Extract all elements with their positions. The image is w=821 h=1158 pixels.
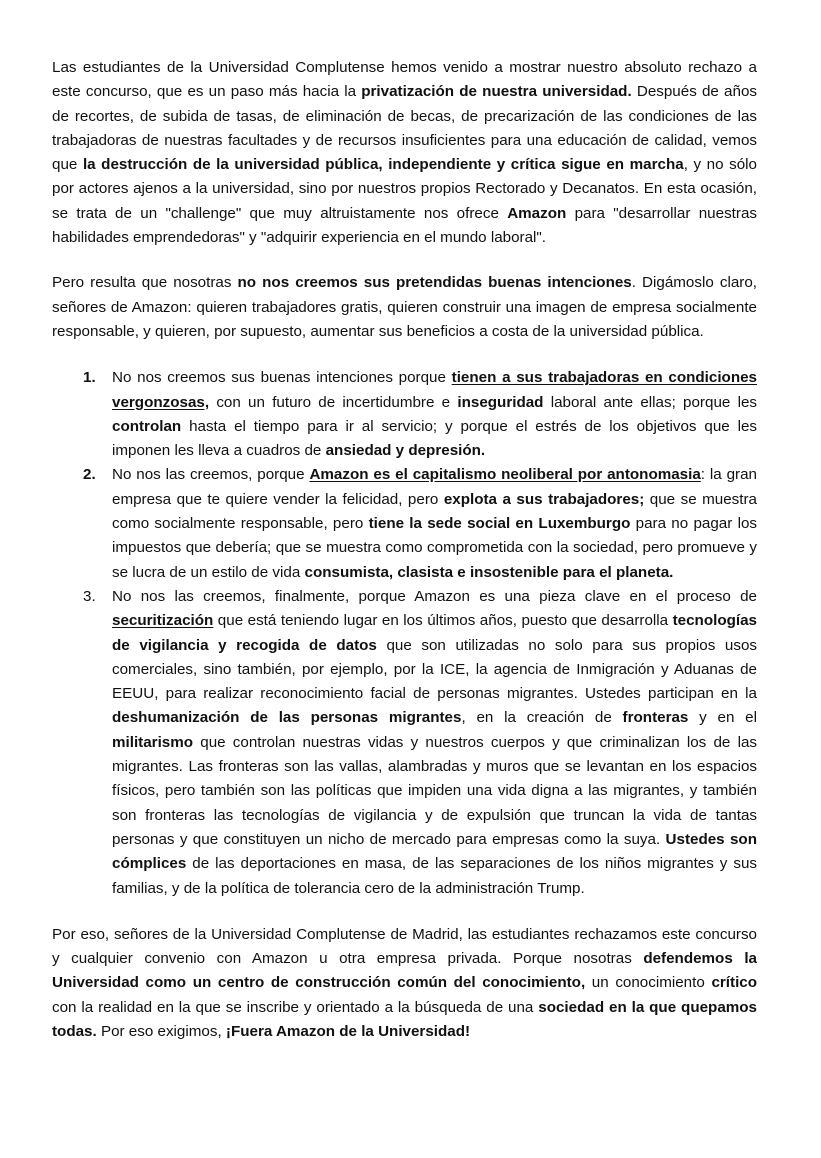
second-paragraph bbox=[52, 271, 757, 344]
numbered-list bbox=[52, 366, 757, 901]
text-run: Las estudiantes de la Universidad Complutense hemos venido a mostrar nuestro absoluto rechazo a este concurso, que es un paso más hacia la bbox=[52, 59, 757, 101]
emphasis-bold: no nos creemos sus pretendidas buenas intenciones bbox=[237, 274, 632, 292]
emphasis-bold: controlan bbox=[112, 417, 182, 435]
text-run: para no pagar los impuestos que debería; que se muestra como comprometida con la sociedad, pero promueve y se lucra de un estilo de vida bbox=[112, 515, 757, 581]
text-run: No nos creemos sus buenas intenciones porque bbox=[112, 369, 452, 387]
text-run: , y no sólo por actores ajenos a la universidad, sino por nuestros propios Rectorado y Decanatos. En esta ocasión, se trata de un "challenge" que muy altruistamente nos ofrece bbox=[52, 156, 758, 222]
text-run: , en la creación de bbox=[461, 709, 623, 727]
text-run: que controlan nuestras vidas y nuestros cuerpos y que criminalizan los de las migrantes. Las fronteras son las vallas, alambradas y muros que se levantan en los espacios físicos, pero también son las políticas que impiden una vida digna a las migrantes, y también son fronteras las tecnologías de vigilancia y de expulsión que truncan la vida de tantas personas y que constituyen un nicho de mercado para empresas como la suya. bbox=[112, 733, 757, 848]
emphasis-bold: explota a sus trabajadores; bbox=[443, 490, 645, 508]
emphasis-bold: crítico bbox=[711, 974, 758, 992]
text-run: para "desarrollar nuestras habilidades emprendedoras" y "adquirir experiencia en el mundo laboral". bbox=[52, 204, 757, 247]
list-item-text bbox=[112, 466, 757, 580]
emphasis-bold: tiene la sede social en Luxemburgo bbox=[368, 515, 631, 533]
list-item-text bbox=[112, 369, 757, 459]
text-run: de las deportaciones en masa, de las separaciones de los niños migrantes y sus familias, y de la política de tolerancia cero de la administración Trump. bbox=[112, 855, 757, 897]
text-run: con un futuro de incertidumbre e bbox=[209, 393, 458, 411]
text-run: que son utilizadas no solo para sus propios usos comerciales, sino también, por ejemplo, por la ICE, la agencia de Inmigración y Aduanas de EEUU, para realizar reconocimiento facial de personas migrantes. Ustedes participan en la bbox=[112, 636, 757, 703]
emphasis-bold: tecnologías de vigilancia y recogida de datos bbox=[112, 612, 757, 654]
emphasis-bold: ansiedad y depresión. bbox=[325, 442, 486, 460]
emphasis-underlined: securitización bbox=[112, 612, 214, 630]
emphasis-underlined: Amazon es el capitalismo neoliberal por antonomasia bbox=[309, 466, 701, 484]
text-run: . Digámoslo claro, señores de Amazon: quieren trabajadores gratis, quieren construir una imagen de empresa socialmente responsable, y quieren, por supuesto, aumentar sus beneficios a costa de la universidad pública. bbox=[52, 274, 758, 340]
emphasis-bold: consumista, clasista e insostenible para el planeta. bbox=[304, 563, 674, 581]
list-item-text bbox=[112, 588, 757, 897]
emphasis-bold: Amazon bbox=[507, 204, 567, 222]
list-item-number: 3. bbox=[83, 587, 96, 605]
list-item bbox=[52, 585, 757, 901]
text-run: y en el bbox=[688, 709, 758, 727]
text-run: Después de años de recortes, de subida de tasas, de eliminación de becas, de precarización de las condiciones de las trabajadoras de nuestras facultades y de recursos insuficientes para una educación de calidad, vemos que bbox=[52, 83, 757, 174]
list-item-number: 2. bbox=[83, 466, 96, 484]
emphasis-bold: inseguridad bbox=[457, 393, 544, 411]
list-item bbox=[52, 366, 757, 463]
text-run: hasta el tiempo para ir al servicio; y porque el estrés de los objetivos que les imponen les lleva a cuadros de bbox=[112, 417, 757, 460]
text-run: que se muestra como socialmente responsable, pero bbox=[112, 490, 758, 533]
text-run: : la gran empresa que te quiere vender la felicidad, pero bbox=[112, 466, 757, 508]
emphasis-bold: ¡Fuera Amazon de la Universidad! bbox=[225, 1022, 471, 1040]
emphasis-bold: la destrucción de la universidad pública, independiente y crítica sigue en marcha bbox=[82, 156, 684, 174]
text-run: Por eso exigimos, bbox=[96, 1022, 226, 1040]
text-run: Pero resulta que nosotras bbox=[52, 274, 238, 292]
list-item bbox=[52, 463, 757, 584]
emphasis-bold: sociedad en la que quepamos todas. bbox=[52, 998, 758, 1040]
emphasis-underlined: tienen a sus trabajadoras en condiciones vergonzosas, bbox=[112, 369, 758, 411]
text-run: un conocimiento bbox=[585, 974, 712, 992]
list-item-number: 1. bbox=[83, 369, 96, 387]
closing-paragraph bbox=[52, 923, 757, 1044]
emphasis-bold: defendemos la Universidad como un centro de construcción común del conocimiento, bbox=[52, 950, 757, 992]
emphasis-bold: deshumanización de las personas migrantes bbox=[112, 709, 462, 727]
text-run: No nos las creemos, finalmente, porque Amazon es una pieza clave en el proceso de bbox=[112, 587, 757, 605]
emphasis-bold: militarismo bbox=[112, 733, 194, 751]
emphasis-bold: fronteras bbox=[622, 709, 689, 727]
intro-paragraph bbox=[52, 56, 757, 250]
emphasis-bold: Ustedes son cómplices bbox=[112, 830, 757, 873]
emphasis-bold: privatización de nuestra universidad. bbox=[361, 83, 632, 101]
text-run: No nos las creemos, porque bbox=[112, 466, 310, 484]
text-run: Por eso, señores de la Universidad Complutense de Madrid, las estudiantes rechazamos este concurso y cualquier convenio con Amazon u otra empresa privada. Porque nosotras bbox=[52, 925, 757, 968]
text-run: laboral ante ellas; porque les bbox=[543, 393, 757, 411]
text-run: que está teniendo lugar en los últimos años, puesto que desarrolla bbox=[213, 612, 673, 630]
text-run: con la realidad en la que se inscribe y orientado a la búsqueda de una bbox=[52, 998, 539, 1016]
